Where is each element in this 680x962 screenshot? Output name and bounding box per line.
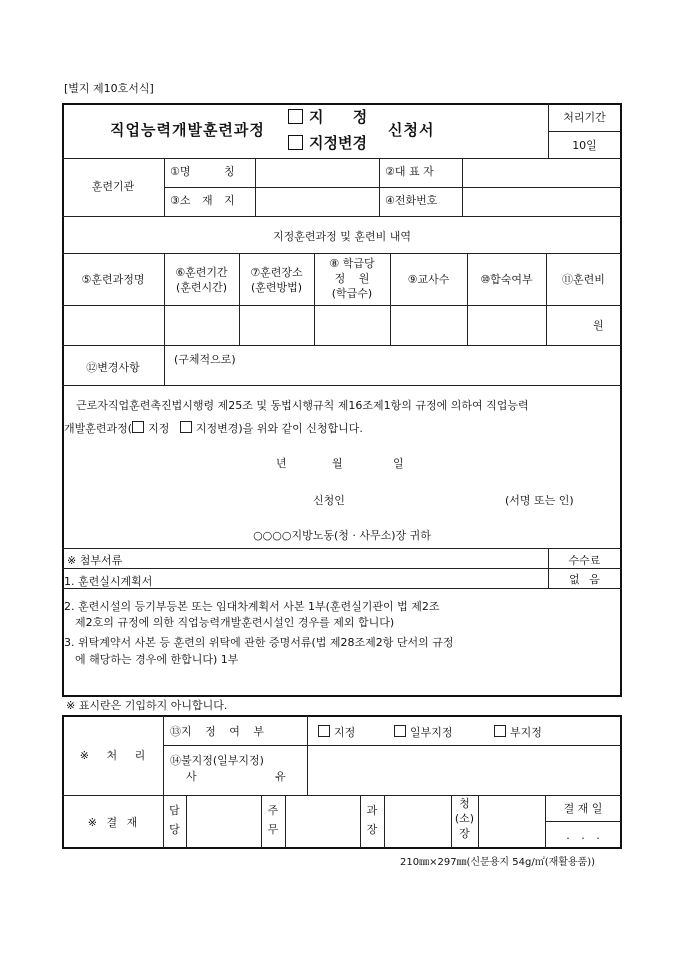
title-option-designation: 지 정 bbox=[288, 108, 379, 126]
fee-value: 없 음 bbox=[569, 573, 600, 586]
signature-label: (서명 또는 인) bbox=[505, 494, 574, 507]
recipient-line: ○○○○지방노동(청 · 사무소)장 귀하 bbox=[253, 529, 431, 542]
form-number-note: [별지 제10호서식] bbox=[64, 82, 154, 95]
approval-label: ※ 결 재 bbox=[87, 816, 138, 829]
course-name-field[interactable] bbox=[64, 306, 164, 344]
approver-chief-2: 장 bbox=[366, 823, 378, 836]
option-none[interactable]: 부지정 bbox=[494, 725, 542, 739]
designation-question: ⑬지 정 여 부 bbox=[170, 725, 264, 738]
statement-line-1: 근로자직업훈련촉진법시행령 제25조 및 동법시행규칙 제16조제1항의 규정에 의하여 직업능력 bbox=[76, 399, 529, 412]
header-place-method: (훈련방법) bbox=[250, 281, 303, 294]
statement-checkbox-designation[interactable] bbox=[132, 421, 144, 433]
header-class-capacity: ⑧ 학급당 bbox=[329, 257, 375, 270]
representative-label: ②대 표 자 bbox=[385, 165, 434, 178]
processing-label: ※ 처 리 bbox=[79, 749, 146, 762]
fee-field[interactable] bbox=[547, 306, 620, 344]
place-field[interactable] bbox=[240, 306, 314, 344]
teachers-field[interactable] bbox=[391, 306, 467, 344]
title-checkbox-change bbox=[288, 135, 303, 150]
phone-label: ④전화번호 bbox=[385, 194, 438, 207]
attachment-item-3-line-2: 에 해당하는 경우에 한합니다) 1부 bbox=[75, 653, 239, 666]
fee-unit: 원 bbox=[593, 319, 604, 332]
paper-spec: 210㎜×297㎜(신문용지 54g/㎡(재활용품)) bbox=[400, 857, 596, 868]
attachment-item-1: 1. 훈련실시계획서 bbox=[64, 575, 153, 588]
approval-date-value: . . . bbox=[566, 829, 600, 842]
attachments-title: ※ 첨부서류 bbox=[67, 554, 123, 567]
rejection-reason-field[interactable] bbox=[308, 746, 620, 794]
approver-manager-1: 주 bbox=[267, 804, 279, 817]
header-course-name: ⑤훈련과정명 bbox=[81, 273, 145, 286]
address-label: ③소 재 지 bbox=[170, 194, 235, 207]
reason-char-2: 유 bbox=[275, 770, 286, 783]
header-class-count: (학급수) bbox=[331, 287, 373, 300]
form-title: 직업능력개발훈련과정 bbox=[110, 121, 265, 139]
approver-head-1: 청 bbox=[459, 797, 470, 810]
address-field[interactable] bbox=[256, 188, 378, 215]
processing-period-label: 처리기간 bbox=[563, 111, 606, 124]
approver-head-3: 장 bbox=[459, 827, 470, 840]
header-place: ⑦훈련장소 bbox=[250, 266, 303, 279]
change-label: ⑫변경사항 bbox=[86, 361, 140, 374]
sign-box-chief[interactable] bbox=[385, 796, 451, 847]
statement-line-2: 개발훈련과정( 지정 지정변경)을 위와 같이 신청합니다. bbox=[64, 422, 363, 435]
notice-text: ※ 표시란은 기입하지 아니합니다. bbox=[66, 699, 228, 712]
application-form bbox=[62, 103, 622, 696]
header-capacity: 정 원 bbox=[334, 272, 370, 285]
institution-label: 훈련기관 bbox=[91, 180, 135, 193]
date-year-label: 년 bbox=[276, 457, 287, 470]
reason-char-1: 사 bbox=[186, 770, 197, 783]
statement-checkbox-change[interactable] bbox=[180, 421, 192, 433]
course-section-title: 지정훈련과정 및 훈련비 내역 bbox=[272, 230, 411, 243]
header-period-hours: (훈련시간) bbox=[175, 281, 228, 294]
institution-name-label: ①명 칭 bbox=[170, 165, 235, 178]
lodging-field[interactable] bbox=[468, 306, 546, 344]
checkbox-none[interactable] bbox=[494, 725, 506, 737]
applicant-label: 신청인 bbox=[313, 494, 345, 507]
date-day-label: 일 bbox=[393, 457, 404, 470]
header-fee: ⑪훈련비 bbox=[562, 273, 605, 286]
checkbox-designate[interactable] bbox=[318, 725, 330, 737]
date-month-label: 월 bbox=[332, 457, 343, 470]
approver-staff-1: 담 bbox=[169, 804, 180, 817]
header-lodging: ⑩합숙여부 bbox=[480, 273, 533, 286]
capacity-field[interactable] bbox=[315, 306, 390, 344]
approver-manager-2: 무 bbox=[267, 823, 279, 836]
processing-period-value: 10일 bbox=[572, 139, 597, 152]
fee-header-label: 수수료 bbox=[568, 554, 601, 567]
approver-chief-1: 과 bbox=[366, 804, 378, 817]
option-partial[interactable]: 일부지정 bbox=[394, 725, 453, 739]
attachment-item-3-line-1: 3. 위탁계약서 사본 등 훈련의 위탁에 관한 증명서류(법 제28조제2항 단서의 규정 bbox=[64, 636, 454, 649]
sign-box-staff[interactable] bbox=[187, 796, 261, 847]
sign-box-manager[interactable] bbox=[286, 796, 360, 847]
change-field[interactable] bbox=[165, 367, 620, 384]
form-title-suffix: 신청서 bbox=[388, 121, 435, 139]
attachment-item-2-line-2: 제2호의 규정에 의한 직업능력개발훈련시설인 경우를 제외 합니다) bbox=[75, 616, 395, 629]
attachment-item-2-line-1: 2. 훈련시설의 등기부등본 또는 임대차계획서 사본 1부(훈련실기관이 법 제2조 bbox=[64, 600, 440, 613]
title-option-change: 지정변경 bbox=[288, 134, 367, 152]
header-period: ⑥훈련기간 bbox=[175, 266, 228, 279]
approver-head-2: (소) bbox=[454, 812, 475, 825]
institution-name-field[interactable] bbox=[256, 159, 378, 186]
approval-date-label: 결 재 일 bbox=[563, 802, 603, 815]
header-teachers: ⑨교사수 bbox=[407, 273, 450, 286]
approver-staff-2: 당 bbox=[169, 823, 180, 836]
period-field[interactable] bbox=[165, 306, 239, 344]
checkbox-partial[interactable] bbox=[394, 725, 406, 737]
sign-box-head[interactable] bbox=[479, 796, 545, 847]
rejection-reason-label: ⑭불지정(일부지정) bbox=[170, 754, 264, 767]
option-designate[interactable]: 지정 bbox=[318, 725, 355, 739]
phone-field[interactable] bbox=[463, 188, 620, 215]
processing-table bbox=[62, 715, 622, 848]
title-checkbox-designation bbox=[288, 109, 303, 124]
change-hint: (구체적으로) bbox=[174, 353, 236, 366]
representative-field[interactable] bbox=[463, 159, 620, 186]
